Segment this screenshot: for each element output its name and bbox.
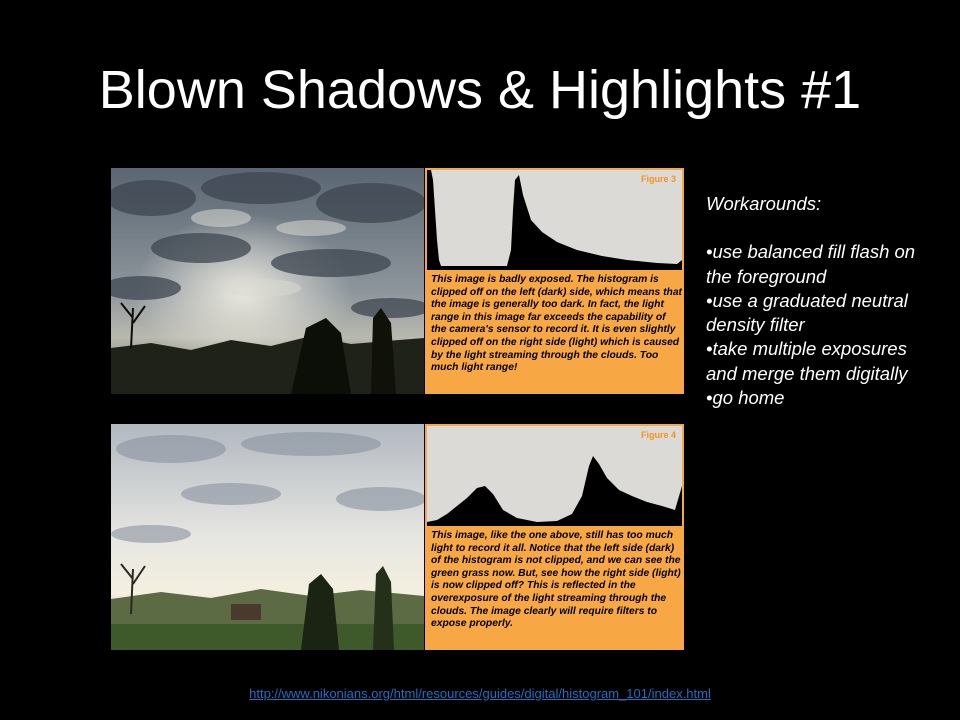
source-link[interactable]: http://www.nikonians.org/html/resources/guides/digital/histogram_101/index.html [249,686,711,701]
figure4-panel [425,424,684,650]
workaround-item-multiple-exposures: •take multiple exposures and merge them digitally [706,338,908,384]
figure3-histogram [427,170,682,270]
figure3-label: Figure 3 [640,174,676,184]
workarounds-heading: Workarounds: [706,193,822,214]
slide-title: Blown Shadows & Highlights #1 [98,60,862,120]
figure3-photo [111,168,424,394]
workarounds-list [706,192,936,410]
figure4-photo [111,424,424,650]
figure4-label: Figure 4 [640,430,676,440]
workaround-item-nd-filter: •use a graduated neutral density filter [706,289,908,336]
figure4-caption: This image, like the one above, still has too much light to record it all. Notice that the left side (dark) of the histogram is not clipped, and we can see the green grass now. But, see how the right side (light) is now clipped off? This is reflected in the overexposure of the light streaming through the clouds. The image clearly will require filters to expose properly. [431,530,681,630]
figure4-histogram [427,426,682,526]
workaround-item-fill-flash: •use balanced fill flash on the foreground [706,241,916,287]
figure3-caption: This image is badly exposed. The histogram is clipped off on the left (dark) side, which means that the image is generally too dark. In fact, the light range in this image far exceeds the capability of the camera's sensor to record it. It is even slightly clipped off on the right side (light) which is caused by the light streaming through the clouds. Too much light range! [431,274,682,374]
figure3-panel [425,168,684,394]
workaround-item-go-home: •go home [706,387,785,409]
